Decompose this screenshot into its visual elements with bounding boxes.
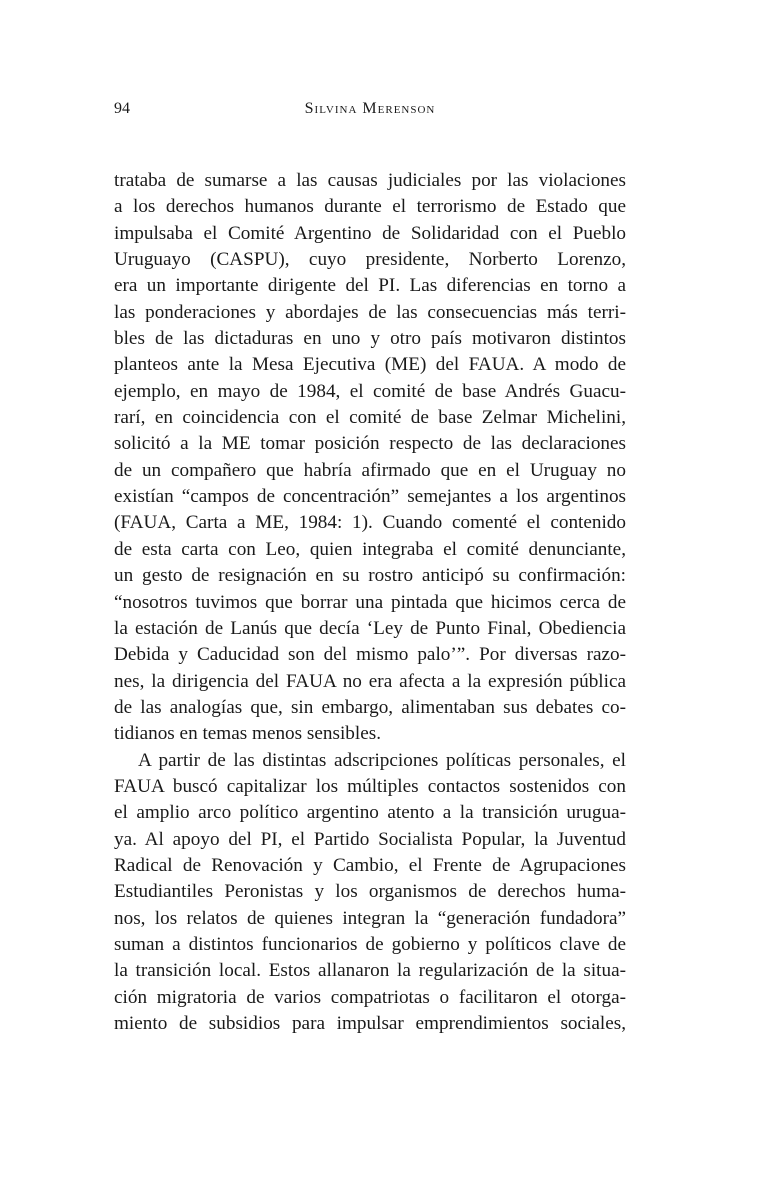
text-line: era un importante dirigente del PI. Las diferencias en torno a — [114, 275, 626, 297]
text-line: suman a distintos funcionarios de gobierno y políticos clave de — [114, 933, 626, 955]
text-line: FAUA buscó capitalizar los múltiples contactos sostenidos con — [114, 775, 626, 797]
text-line: impulsaba el Comité Argentino de Solidaridad con el Pueblo — [114, 222, 626, 244]
text-line: planteos ante la Mesa Ejecutiva (ME) del FAUA. A modo de — [114, 354, 626, 376]
text-line: Uruguayo (CASPU), cuyo presidente, Norberto Lorenzo, — [114, 249, 626, 271]
text-line: de un compañero que habría afirmado que en el Uruguay no — [114, 459, 626, 481]
text-line: Debida y Caducidad son del mismo palo’”. Por diversas razo- — [114, 644, 626, 666]
text-line: rarí, en coincidencia con el comité de base Zelmar Michelini, — [114, 407, 626, 429]
text-line: el amplio arco político argentino atento a la transición urugua- — [114, 802, 626, 824]
text-line: las ponderaciones y abordajes de las consecuencias más terri- — [114, 301, 626, 323]
text-line: la transición local. Estos allanaron la regularización de la situa- — [114, 960, 626, 982]
page-header — [114, 99, 626, 121]
text-line: bles de las dictaduras en uno y otro país motivaron distintos — [114, 328, 626, 350]
text-line: de esta carta con Leo, quien integraba el comité denunciante, — [114, 538, 626, 560]
text-line: (FAUA, Carta a ME, 1984: 1). Cuando comenté el contenido — [114, 512, 626, 534]
page-number: 94 — [114, 100, 130, 117]
text-line: de las analogías que, sin embargo, alimentaban sus debates co- — [114, 696, 626, 718]
paragraph-end-line: tidianos en temas menos sensibles. — [114, 723, 381, 745]
paragraph-start-line: A partir de las distintas adscripciones políticas personales, el — [138, 749, 626, 771]
text-line: nes, la dirigencia del FAUA no era afecta a la expresión pública — [114, 670, 626, 692]
text-line: a los derechos humanos durante el terrorismo de Estado que — [114, 196, 626, 218]
text-line: trataba de sumarse a las causas judiciales por las violaciones — [114, 170, 626, 191]
text-line: ejemplo, en mayo de 1984, el comité de base Andrés Guacu- — [114, 380, 626, 402]
text-line: ción migratoria de varios compatriotas o facilitaron el otorga- — [114, 986, 626, 1008]
text-line: “nosotros tuvimos que borrar una pintada que hicimos cerca de — [114, 591, 626, 613]
body-text — [114, 168, 626, 1037]
text-line: miento de subsidios para impulsar emprendimientos sociales, — [114, 1013, 626, 1034]
text-line: solicitó a la ME tomar posición respecto de las declaraciones — [114, 433, 626, 455]
text-line: nos, los relatos de quienes integran la “generación fundadora” — [114, 907, 626, 929]
text-line: Estudiantiles Peronistas y los organismos de derechos huma- — [114, 881, 626, 903]
running-head: Silvina Merenson — [304, 100, 436, 117]
text-line: ya. Al apoyo del PI, el Partido Socialista Popular, la Juventud — [114, 828, 626, 850]
text-line: existían “campos de concentración” semejantes a los argentinos — [114, 486, 626, 508]
text-line: la estación de Lanús que decía ‘Ley de Punto Final, Obediencia — [114, 617, 626, 639]
text-line: Radical de Renovación y Cambio, el Frente de Agrupaciones — [114, 854, 626, 876]
text-line: un gesto de resignación en su rostro anticipó su confirmación: — [114, 565, 626, 587]
